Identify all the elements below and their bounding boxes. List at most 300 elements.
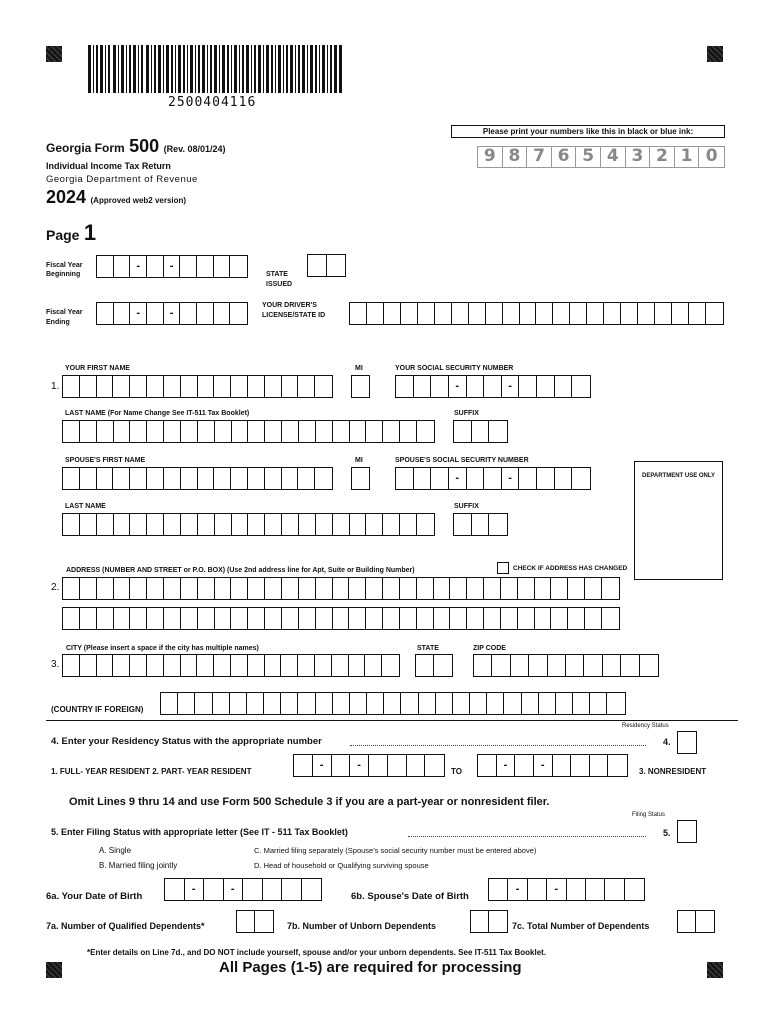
input-cell[interactable]: [537, 468, 555, 489]
input-cell[interactable]: [327, 255, 346, 276]
input-cell[interactable]: [215, 578, 232, 599]
input-cell[interactable]: [80, 376, 97, 397]
input-cell[interactable]: [298, 693, 315, 714]
input-cell[interactable]: [602, 608, 619, 629]
input-cell[interactable]: [587, 303, 604, 324]
input-cell[interactable]: -: [164, 303, 181, 324]
input-cell[interactable]: [400, 421, 417, 442]
input-cell[interactable]: [590, 755, 609, 776]
input-cell[interactable]: [383, 608, 400, 629]
input-cell[interactable]: [431, 376, 449, 397]
input-cell[interactable]: [503, 303, 520, 324]
country-input[interactable]: [160, 692, 626, 715]
input-cell[interactable]: [298, 468, 315, 489]
input-cell[interactable]: [80, 468, 97, 489]
input-cell[interactable]: [282, 578, 299, 599]
input-cell[interactable]: [419, 693, 436, 714]
input-cell[interactable]: [539, 693, 556, 714]
input-cell[interactable]: [333, 693, 350, 714]
input-cell[interactable]: [114, 256, 131, 277]
input-cell[interactable]: [470, 693, 487, 714]
input-cell[interactable]: [568, 578, 585, 599]
input-cell[interactable]: [489, 421, 507, 442]
input-cell[interactable]: [214, 376, 231, 397]
input-cell[interactable]: [197, 303, 214, 324]
input-cell[interactable]: [198, 578, 215, 599]
input-cell[interactable]: [537, 376, 555, 397]
input-cell[interactable]: [450, 608, 467, 629]
input-cell[interactable]: [350, 514, 367, 535]
input-cell[interactable]: [147, 514, 164, 535]
input-cell[interactable]: [350, 421, 367, 442]
ssn-input[interactable]: [395, 375, 591, 398]
input-cell[interactable]: [625, 879, 644, 900]
input-cell[interactable]: [431, 468, 449, 489]
input-cell[interactable]: [178, 693, 195, 714]
input-cell[interactable]: [367, 693, 384, 714]
input-cell[interactable]: [572, 468, 590, 489]
input-cell[interactable]: [248, 578, 265, 599]
residency-from-date-input[interactable]: [293, 754, 445, 777]
zip-input[interactable]: [473, 654, 659, 677]
spouse-suffix-input[interactable]: [453, 513, 508, 536]
input-cell[interactable]: [350, 303, 367, 324]
input-cell[interactable]: [333, 421, 350, 442]
input-cell[interactable]: [248, 468, 265, 489]
input-cell[interactable]: [528, 879, 547, 900]
input-cell[interactable]: [248, 655, 265, 676]
input-cell[interactable]: [231, 608, 248, 629]
input-cell[interactable]: [161, 693, 178, 714]
input-cell[interactable]: [282, 376, 299, 397]
input-cell[interactable]: [400, 514, 417, 535]
address-line-1-input[interactable]: [62, 577, 620, 600]
input-cell[interactable]: [282, 879, 302, 900]
input-cell[interactable]: [689, 303, 706, 324]
input-cell[interactable]: [316, 514, 333, 535]
input-cell[interactable]: [350, 693, 367, 714]
input-cell[interactable]: [316, 608, 333, 629]
input-cell[interactable]: [97, 578, 114, 599]
input-cell[interactable]: [97, 421, 114, 442]
input-cell[interactable]: [518, 578, 535, 599]
input-cell[interactable]: [97, 376, 114, 397]
input-cell[interactable]: [264, 693, 281, 714]
address-changed-checkbox[interactable]: [497, 562, 509, 574]
your-birth-date-input[interactable]: [164, 878, 322, 901]
input-cell[interactable]: [113, 468, 130, 489]
input-cell[interactable]: [248, 376, 265, 397]
input-cell[interactable]: [298, 655, 315, 676]
input-cell[interactable]: [282, 421, 299, 442]
input-cell[interactable]: [130, 421, 147, 442]
input-cell[interactable]: [467, 468, 485, 489]
input-cell[interactable]: [63, 608, 80, 629]
input-cell[interactable]: [469, 303, 486, 324]
input-cell[interactable]: [265, 376, 282, 397]
input-cell[interactable]: [572, 376, 590, 397]
input-cell[interactable]: [519, 468, 537, 489]
input-cell[interactable]: [298, 376, 315, 397]
input-cell[interactable]: [214, 303, 231, 324]
input-cell[interactable]: [198, 468, 215, 489]
input-cell[interactable]: [316, 693, 333, 714]
input-cell[interactable]: -: [547, 879, 566, 900]
input-cell[interactable]: [603, 655, 621, 676]
input-cell[interactable]: [366, 578, 383, 599]
input-cell[interactable]: [396, 468, 414, 489]
input-cell[interactable]: [484, 376, 502, 397]
input-cell[interactable]: [436, 693, 453, 714]
input-cell[interactable]: [315, 376, 332, 397]
input-cell[interactable]: [474, 655, 492, 676]
input-cell[interactable]: -: [350, 755, 369, 776]
input-cell[interactable]: [522, 693, 539, 714]
input-cell[interactable]: [655, 303, 672, 324]
input-cell[interactable]: [265, 468, 282, 489]
input-cell[interactable]: [414, 468, 432, 489]
input-cell[interactable]: [215, 514, 232, 535]
input-cell[interactable]: [349, 578, 366, 599]
input-cell[interactable]: [214, 468, 231, 489]
input-cell[interactable]: [434, 578, 451, 599]
input-cell[interactable]: [114, 608, 131, 629]
input-cell[interactable]: [467, 578, 484, 599]
input-cell[interactable]: [472, 421, 490, 442]
input-cell[interactable]: [535, 578, 552, 599]
input-cell[interactable]: [147, 376, 164, 397]
input-cell[interactable]: [501, 578, 518, 599]
input-cell[interactable]: [263, 879, 283, 900]
input-cell[interactable]: [584, 655, 602, 676]
fiscal-ending-input[interactable]: [96, 302, 248, 325]
input-cell[interactable]: [164, 468, 181, 489]
input-cell[interactable]: -: [502, 468, 520, 489]
state-issued-input[interactable]: [307, 254, 346, 277]
input-cell[interactable]: [281, 693, 298, 714]
input-cell[interactable]: [181, 608, 198, 629]
input-cell[interactable]: [678, 732, 696, 753]
city-input[interactable]: [62, 654, 400, 677]
input-cell[interactable]: [366, 514, 383, 535]
qualified-dependents-input[interactable]: [236, 910, 274, 933]
input-cell[interactable]: [352, 468, 369, 489]
input-cell[interactable]: [97, 608, 114, 629]
input-cell[interactable]: [147, 468, 164, 489]
input-cell[interactable]: [367, 303, 384, 324]
input-cell[interactable]: [114, 578, 131, 599]
input-cell[interactable]: [232, 514, 249, 535]
input-cell[interactable]: [396, 376, 414, 397]
input-cell[interactable]: [602, 578, 619, 599]
input-cell[interactable]: [114, 421, 131, 442]
input-cell[interactable]: [417, 578, 434, 599]
input-cell[interactable]: [365, 655, 382, 676]
input-cell[interactable]: [608, 755, 627, 776]
input-cell[interactable]: [551, 608, 568, 629]
input-cell[interactable]: [308, 255, 327, 276]
input-cell[interactable]: [113, 655, 130, 676]
input-cell[interactable]: [299, 608, 316, 629]
input-cell[interactable]: [63, 578, 80, 599]
input-cell[interactable]: [590, 693, 607, 714]
input-cell[interactable]: [349, 608, 366, 629]
input-cell[interactable]: [454, 421, 472, 442]
input-cell[interactable]: [316, 578, 333, 599]
input-cell[interactable]: [536, 303, 553, 324]
input-cell[interactable]: [265, 578, 282, 599]
residency-to-date-input[interactable]: [477, 754, 628, 777]
input-cell[interactable]: [247, 693, 264, 714]
input-cell[interactable]: [484, 578, 501, 599]
input-cell[interactable]: [180, 256, 197, 277]
input-cell[interactable]: [147, 303, 164, 324]
input-cell[interactable]: [489, 514, 507, 535]
input-cell[interactable]: [384, 303, 401, 324]
input-cell[interactable]: -: [224, 879, 244, 900]
input-cell[interactable]: [165, 879, 185, 900]
input-cell[interactable]: [570, 303, 587, 324]
input-cell[interactable]: [366, 421, 383, 442]
input-cell[interactable]: [315, 655, 332, 676]
input-cell[interactable]: [63, 421, 80, 442]
input-cell[interactable]: [231, 578, 248, 599]
input-cell[interactable]: [281, 655, 298, 676]
input-cell[interactable]: [147, 256, 164, 277]
input-cell[interactable]: -: [313, 755, 332, 776]
input-cell[interactable]: [551, 578, 568, 599]
input-cell[interactable]: [519, 376, 537, 397]
input-cell[interactable]: [604, 303, 621, 324]
input-cell[interactable]: [80, 655, 97, 676]
input-cell[interactable]: [282, 468, 299, 489]
input-cell[interactable]: [204, 879, 224, 900]
input-cell[interactable]: [130, 655, 147, 676]
input-cell[interactable]: [333, 514, 350, 535]
input-cell[interactable]: [198, 376, 215, 397]
input-cell[interactable]: [97, 514, 114, 535]
input-cell[interactable]: [515, 755, 534, 776]
input-cell[interactable]: -: [130, 303, 147, 324]
spouse-last-name-input[interactable]: [62, 513, 435, 536]
input-cell[interactable]: -: [185, 879, 205, 900]
input-cell[interactable]: [332, 755, 351, 776]
input-cell[interactable]: [333, 608, 350, 629]
input-cell[interactable]: [80, 578, 97, 599]
input-cell[interactable]: [548, 655, 566, 676]
input-cell[interactable]: [130, 608, 147, 629]
input-cell[interactable]: [181, 421, 198, 442]
input-cell[interactable]: [621, 655, 639, 676]
input-cell[interactable]: [147, 421, 164, 442]
input-cell[interactable]: [299, 514, 316, 535]
input-cell[interactable]: [585, 578, 602, 599]
input-cell[interactable]: -: [508, 879, 527, 900]
input-cell[interactable]: [484, 608, 501, 629]
input-cell[interactable]: [573, 693, 590, 714]
input-cell[interactable]: [181, 655, 198, 676]
input-cell[interactable]: -: [502, 376, 520, 397]
input-cell[interactable]: [487, 693, 504, 714]
input-cell[interactable]: [130, 468, 147, 489]
input-cell[interactable]: [181, 514, 198, 535]
input-cell[interactable]: [113, 376, 130, 397]
input-cell[interactable]: [492, 655, 510, 676]
input-cell[interactable]: [147, 608, 164, 629]
input-cell[interactable]: [282, 608, 299, 629]
input-cell[interactable]: [586, 879, 605, 900]
mi-input[interactable]: [351, 375, 370, 398]
input-cell[interactable]: [332, 655, 349, 676]
input-cell[interactable]: -: [497, 755, 516, 776]
input-cell[interactable]: [195, 693, 212, 714]
input-cell[interactable]: [388, 755, 407, 776]
input-cell[interactable]: [369, 755, 388, 776]
input-cell[interactable]: [489, 879, 508, 900]
input-cell[interactable]: [435, 303, 452, 324]
input-cell[interactable]: [130, 514, 147, 535]
address-line-2-input[interactable]: [62, 607, 620, 630]
input-cell[interactable]: [529, 655, 547, 676]
input-cell[interactable]: [425, 755, 444, 776]
input-cell[interactable]: [248, 514, 265, 535]
input-cell[interactable]: [434, 655, 452, 676]
input-cell[interactable]: [418, 303, 435, 324]
input-cell[interactable]: [400, 578, 417, 599]
input-cell[interactable]: [63, 376, 80, 397]
spouse-first-name-input[interactable]: [62, 467, 333, 490]
unborn-dependents-input[interactable]: [470, 910, 508, 933]
input-cell[interactable]: [302, 879, 322, 900]
input-cell[interactable]: [567, 879, 586, 900]
input-cell[interactable]: [231, 468, 248, 489]
input-cell[interactable]: [417, 421, 434, 442]
input-cell[interactable]: [97, 655, 114, 676]
first-name-input[interactable]: [62, 375, 333, 398]
total-dependents-input[interactable]: [677, 910, 715, 933]
input-cell[interactable]: [555, 376, 573, 397]
input-cell[interactable]: [553, 755, 572, 776]
input-cell[interactable]: [294, 755, 313, 776]
input-cell[interactable]: [571, 755, 590, 776]
input-cell[interactable]: [97, 303, 114, 324]
input-cell[interactable]: [556, 693, 573, 714]
input-cell[interactable]: [640, 655, 658, 676]
input-cell[interactable]: [299, 578, 316, 599]
input-cell[interactable]: [230, 303, 247, 324]
input-cell[interactable]: [63, 514, 80, 535]
input-cell[interactable]: [80, 514, 97, 535]
input-cell[interactable]: [417, 514, 434, 535]
input-cell[interactable]: [248, 608, 265, 629]
input-cell[interactable]: [467, 608, 484, 629]
input-cell[interactable]: [215, 608, 232, 629]
input-cell[interactable]: [197, 256, 214, 277]
input-cell[interactable]: [706, 303, 723, 324]
residency-status-input[interactable]: [677, 731, 697, 754]
input-cell[interactable]: [164, 578, 181, 599]
input-cell[interactable]: [97, 256, 114, 277]
input-cell[interactable]: [349, 655, 366, 676]
input-cell[interactable]: [484, 468, 502, 489]
input-cell[interactable]: [607, 693, 624, 714]
input-cell[interactable]: [452, 303, 469, 324]
input-cell[interactable]: [454, 514, 472, 535]
input-cell[interactable]: [400, 608, 417, 629]
input-cell[interactable]: [434, 608, 451, 629]
input-cell[interactable]: [383, 421, 400, 442]
suffix-input[interactable]: [453, 420, 508, 443]
input-cell[interactable]: [197, 655, 214, 676]
input-cell[interactable]: [130, 376, 147, 397]
input-cell[interactable]: [518, 608, 535, 629]
input-cell[interactable]: [384, 693, 401, 714]
input-cell[interactable]: -: [449, 468, 467, 489]
input-cell[interactable]: [417, 608, 434, 629]
input-cell[interactable]: [181, 468, 198, 489]
input-cell[interactable]: [214, 655, 231, 676]
input-cell[interactable]: [504, 693, 521, 714]
input-cell[interactable]: [114, 303, 131, 324]
input-cell[interactable]: [265, 655, 282, 676]
input-cell[interactable]: [63, 468, 80, 489]
input-cell[interactable]: [130, 578, 147, 599]
input-cell[interactable]: [605, 879, 624, 900]
last-name-input[interactable]: [62, 420, 435, 443]
input-cell[interactable]: [333, 578, 350, 599]
input-cell[interactable]: [265, 608, 282, 629]
input-cell[interactable]: [489, 911, 507, 932]
input-cell[interactable]: [80, 421, 97, 442]
state-input[interactable]: [415, 654, 453, 677]
input-cell[interactable]: [248, 421, 265, 442]
input-cell[interactable]: [555, 468, 573, 489]
input-cell[interactable]: [316, 421, 333, 442]
input-cell[interactable]: [352, 376, 369, 397]
input-cell[interactable]: [471, 911, 489, 932]
fiscal-beginning-input[interactable]: [96, 255, 248, 278]
input-cell[interactable]: [383, 514, 400, 535]
input-cell[interactable]: [231, 655, 248, 676]
input-cell[interactable]: [282, 514, 299, 535]
input-cell[interactable]: [265, 514, 282, 535]
input-cell[interactable]: [511, 655, 529, 676]
input-cell[interactable]: [181, 578, 198, 599]
input-cell[interactable]: [401, 693, 418, 714]
input-cell[interactable]: [164, 608, 181, 629]
input-cell[interactable]: [114, 514, 131, 535]
input-cell[interactable]: [672, 303, 689, 324]
input-cell[interactable]: [147, 655, 164, 676]
input-cell[interactable]: [568, 608, 585, 629]
input-cell[interactable]: [535, 608, 552, 629]
input-cell[interactable]: [164, 421, 181, 442]
input-cell[interactable]: [478, 755, 497, 776]
spouse-mi-input[interactable]: [351, 467, 370, 490]
input-cell[interactable]: [638, 303, 655, 324]
input-cell[interactable]: [416, 655, 434, 676]
input-cell[interactable]: [453, 693, 470, 714]
input-cell[interactable]: [215, 421, 232, 442]
license-input[interactable]: [349, 302, 724, 325]
input-cell[interactable]: [232, 421, 249, 442]
input-cell[interactable]: -: [164, 256, 181, 277]
input-cell[interactable]: [383, 578, 400, 599]
input-cell[interactable]: [97, 468, 114, 489]
input-cell[interactable]: [678, 821, 696, 842]
input-cell[interactable]: [147, 578, 164, 599]
input-cell[interactable]: [585, 608, 602, 629]
